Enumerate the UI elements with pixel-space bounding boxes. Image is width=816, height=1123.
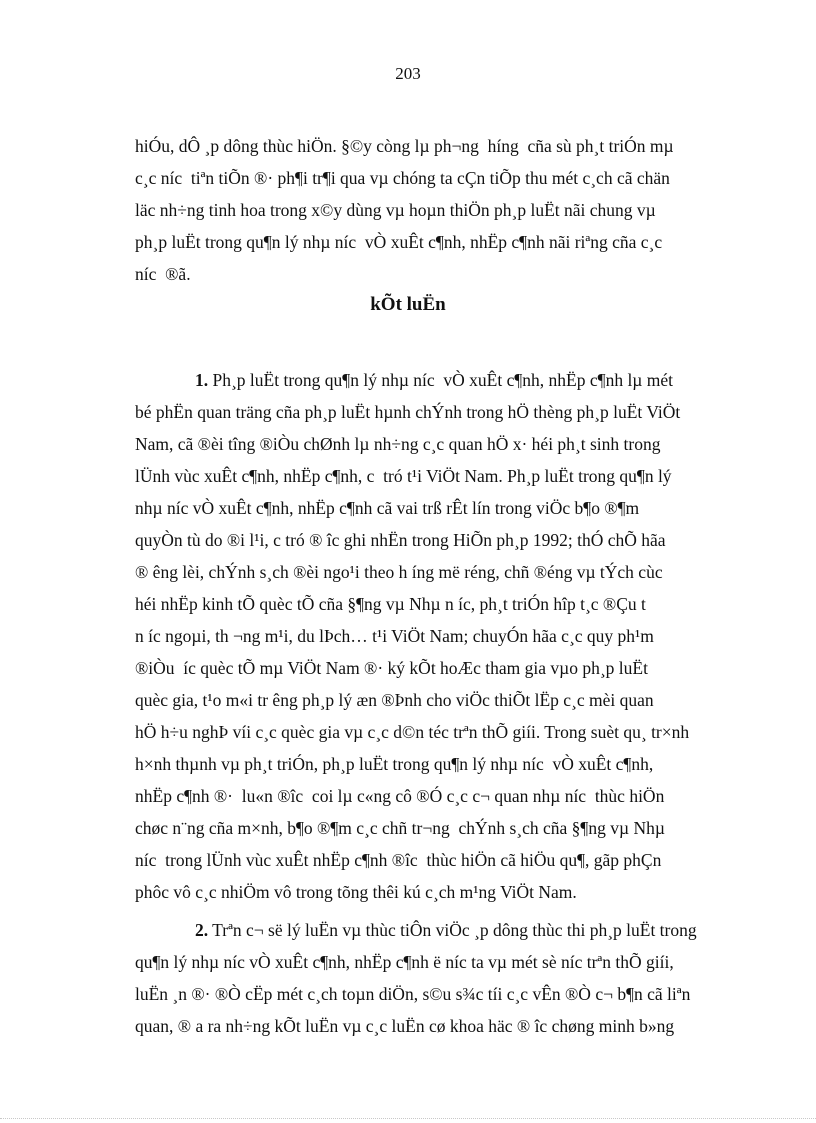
section1-line-11: quèc gia, t¹o m«i tr êng ph¸p lý æn ®Þnh cho viÖc thiÕt lËp c¸c mèi quan (135, 690, 654, 710)
section2-number: 2. (195, 920, 209, 940)
intro-line-1: hiÓu, dÔ ¸p dông thùc hiÖn. §©y còng lµ ph¬ng híng cña sù ph¸t triÓn mµ (135, 136, 674, 156)
section1-line-16: níc trong lÜnh vùc xuÊt nhËp c¶nh ®îc thùc hiÖn cã hiÖu qu¶, gãp phÇn (135, 850, 662, 870)
section1-line-3: Nam, cã ®èi tîng ®iÒu chØnh lµ nh÷ng c¸c quan hÖ x· héi ph¸t sinh trong (135, 434, 661, 454)
section1-line-14: nhËp c¶nh ®· lu«n ®îc coi lµ c«ng cô ®Ó c¸c c¬ quan nhµ níc thùc hiÖn (135, 786, 665, 806)
section1-line-13: h×nh thµnh vµ ph¸t triÓn, ph¸p luËt trong qu¶n lý nhµ níc vÒ xuÊt c¶nh, (135, 754, 654, 774)
section1-line-5: nhµ níc vÒ xuÊt c¶nh, nhËp c¶nh cã vai trß rÊt lín trong viÖc b¶o ®¶m (135, 498, 640, 518)
intro-line-3: läc nh÷ng tinh hoa trong x©y dùng vµ hoµn thiÖn ph¸p luËt nãi chung vµ (135, 200, 656, 220)
section2-line-3: luËn ¸n ®· ®Ò cËp mét c¸ch toµn diÖn, s©u s¾c tíi c¸c vÊn ®Ò c¬ b¶n cã liªn (135, 984, 691, 1004)
section1-line-6: quyÒn tù do ®i l¹i, c tró ® îc ghi nhËn trong HiÕn ph¸p 1992; thÓ chÕ hãa (135, 530, 666, 550)
section1-line-15: chøc n¨ng cña m×nh, b¶o ®¶m c¸c chñ tr¬ng chÝnh s¸ch cña §¶ng vµ Nhµ (135, 818, 665, 838)
section1-line-2: bé phËn quan träng cña ph¸p luËt hµnh chÝnh trong hÖ thèng ph¸p luËt ViÖt (135, 402, 681, 422)
section1-number: 1. (195, 370, 209, 390)
section-heading: kÕt luËn (370, 294, 446, 315)
section1-line-8: héi nhËp kinh tÕ quèc tÕ cña §¶ng vµ Nhµ n íc, ph¸t triÓn hîp t¸c ®Çu t (135, 594, 646, 614)
section1-line-7: ® êng lèi, chÝnh s¸ch ®èi ngo¹i theo h íng më réng, chñ ®éng vµ tÝch cùc (135, 562, 663, 582)
section1-line-10: ®iÒu íc quèc tÕ mµ ViÖt Nam ®· ký kÕt hoÆc tham gia vµo ph¸p luËt (135, 658, 648, 678)
section1-first-line (195, 372, 673, 390)
section1-line-12: hÖ h÷u nghÞ víi c¸c quèc gia vµ c¸c d©n téc trªn thÕ giíi. Trong suèt qu¸ tr×nh (135, 722, 690, 742)
section1-first-text: Ph¸p luËt trong qu¶n lý nhµ níc vÒ xuÊt c¶nh, nhËp c¶nh lµ mét (208, 370, 674, 390)
page-bottom-divider (0, 1118, 816, 1119)
page-number: 203 (395, 64, 421, 83)
section2-line-4: quan, ® a ra nh÷ng kÕt luËn vµ c¸c luËn cø khoa häc ® îc chøng minh b»ng (135, 1016, 675, 1036)
intro-line-2: c¸c níc tiªn tiÕn ®· ph¶i tr¶i qua vµ chóng ta cÇn tiÕp thu mét c¸ch cã chän (135, 168, 670, 188)
intro-line-5: níc ®ã. (135, 264, 191, 284)
section2-first-text: Trªn c¬ së lý luËn vµ thùc tiÔn viÖc ¸p dông thùc thi ph¸p luËt trong (208, 920, 697, 940)
section1-line-9: n íc ngoµi, th ¬ng m¹i, du lÞch… t¹i ViÖt Nam; chuyÓn hãa c¸c quy ph¹m (135, 626, 654, 646)
section2-line-2: qu¶n lý nhµ níc vÒ xuÊt c¶nh, nhËp c¶nh ë níc ta vµ mét sè níc trªn thÕ giíi, (135, 952, 674, 972)
section1-line-4: lÜnh vùc xuÊt c¶nh, nhËp c¶nh, c tró t¹i ViÖt Nam. Ph¸p luËt trong qu¶n lý (135, 466, 672, 486)
section1-line-17: phôc vô c¸c nhiÖm vô trong tõng thêi kú c¸ch m¹ng ViÖt Nam. (135, 882, 577, 902)
intro-line-4: ph¸p luËt trong qu¶n lý nhµ níc vÒ xuÊt c¶nh, nhËp c¶nh nãi riªng cña c¸c (135, 232, 663, 252)
section2-first-line (195, 922, 697, 940)
